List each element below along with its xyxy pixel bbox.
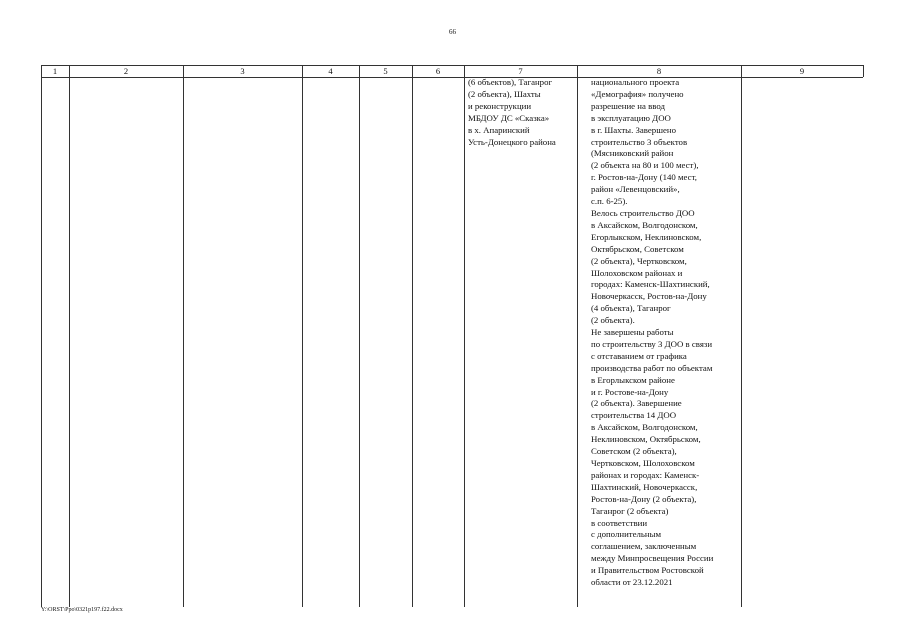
column-header-8: 8	[656, 66, 662, 76]
text-line: МБДОУ ДС «Сказка»	[468, 112, 550, 123]
text-line: между Минпросвещения России	[591, 553, 714, 564]
column-border	[577, 65, 578, 607]
column-border	[412, 65, 413, 607]
text-line: (2 объекта). Завершение	[591, 398, 682, 409]
text-line: Егорлыкском, Неклиновском,	[591, 231, 702, 242]
column-border	[464, 65, 465, 607]
text-line: разрешение на ввод	[591, 100, 665, 111]
text-line: Шахтинский, Новочеркасск,	[591, 481, 698, 492]
text-line: Ростов-на-Дону (2 объекта),	[591, 493, 697, 504]
column-header-7: 7	[518, 66, 523, 76]
text-line: район «Левенцовский»,	[591, 184, 680, 195]
page-number: 66	[449, 28, 456, 36]
text-line: г. Ростов-на-Дону (140 мест,	[591, 172, 697, 183]
text-line: Усть-Донецкого района	[468, 136, 556, 147]
cell-column-7	[468, 77, 556, 148]
text-line: национального проекта	[591, 77, 680, 87]
column-header-1: 1	[52, 66, 58, 76]
column-header-5: 5	[383, 66, 388, 76]
file-path-footer: Y:\ORST\Ppo\0321p197.f22.docx	[41, 607, 123, 613]
text-line: Таганрог (2 объекта)	[591, 505, 669, 516]
text-line: в х. Апаринский	[468, 124, 530, 135]
column-header-2: 2	[123, 66, 129, 76]
column-border	[359, 65, 360, 607]
column-header-9: 9	[799, 66, 805, 76]
text-line: (2 объекта), Шахты	[468, 88, 541, 99]
text-line: и реконструкции	[468, 100, 532, 111]
text-line: строительства 14 ДОО	[591, 410, 677, 421]
column-border	[41, 65, 42, 607]
text-line: в г. Шахты. Завершено	[591, 124, 676, 135]
text-line: соглашением, заключенным	[591, 541, 697, 552]
header-row-border	[41, 77, 863, 78]
text-line: (6 объектов), Таганрог	[468, 77, 553, 87]
text-line: (2 объекта), Чертковском,	[591, 255, 687, 266]
cell-column-8	[591, 77, 713, 589]
text-line: Октябрьском, Советском	[591, 243, 684, 254]
text-line: в Аксайском, Волгодонском,	[591, 422, 698, 433]
text-line: (4 объекта), Таганрог	[591, 303, 671, 314]
text-line: районах и городах: Каменск-	[591, 469, 700, 480]
text-line: с.п. 6-25).	[591, 196, 628, 207]
text-line: строительство 3 объектов	[591, 136, 688, 147]
continuation-table	[41, 65, 863, 607]
column-border	[863, 65, 864, 77]
text-line: и Правительством Ростовской	[591, 565, 704, 576]
text-line: с дополнительным	[591, 529, 662, 540]
text-line: производства работ по объектам	[591, 362, 713, 373]
text-line: в Егорлыкском районе	[591, 374, 675, 385]
text-line: Шолоховском районах и	[591, 267, 683, 278]
text-line: Советском (2 объекта),	[591, 446, 677, 457]
text-line: Чертковском, Шолоховском	[591, 458, 695, 468]
text-line: Велось строительство ДОО	[591, 207, 695, 218]
text-line: «Демография» получено	[591, 88, 684, 99]
text-line: по строительству 3 ДОО в связи	[591, 338, 713, 349]
text-line: Не завершены работы	[591, 327, 674, 338]
text-line: Новочеркасск, Ростов-на-Дону	[591, 291, 707, 302]
text-line: (2 объекта).	[591, 315, 635, 326]
column-header-3: 3	[240, 66, 245, 76]
text-line: в эксплуатацию ДОО	[591, 112, 671, 123]
text-line: (2 объекта на 80 и 100 мест),	[591, 160, 699, 171]
text-line: городах: Каменск-Шахтинский,	[591, 279, 710, 290]
text-line: и г. Ростове-на-Дону	[591, 386, 669, 397]
column-header-6: 6	[435, 66, 441, 76]
text-line: в Аксайском, Волгодонском,	[591, 219, 698, 230]
column-border	[741, 65, 742, 607]
column-header-4: 4	[328, 66, 333, 76]
column-border	[302, 65, 303, 607]
text-line: в соответствии	[591, 517, 648, 528]
text-line: (Мясниковский район	[591, 148, 674, 159]
column-border	[183, 65, 184, 607]
column-border	[69, 65, 70, 607]
text-line: области от 23.12.2021	[591, 577, 673, 588]
text-line: Неклиновском, Октябрьском,	[591, 434, 701, 445]
text-line: с отставанием от графика	[591, 350, 687, 361]
